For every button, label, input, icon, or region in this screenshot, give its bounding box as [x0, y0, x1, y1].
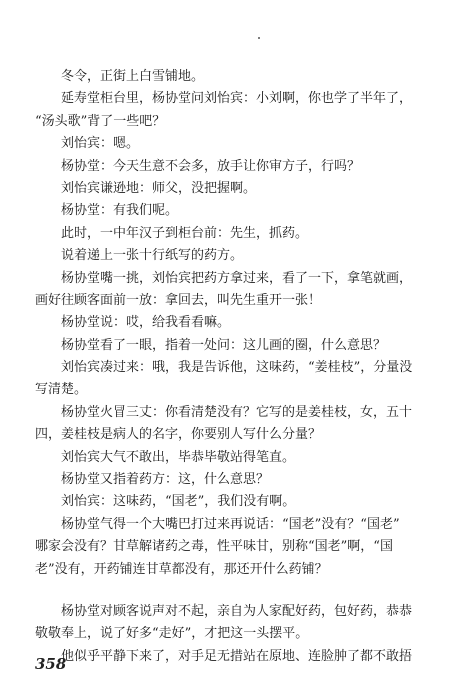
text-line: 杨协堂对顾客说声对不起，亲自为人家配好药，包好药，恭恭 [61, 603, 413, 619]
text-line: 杨协堂：今天生意不会多，放手让你审方子，行吗？ [61, 158, 361, 174]
text-line: 杨协堂又指着药方：这，什么意思？ [61, 472, 270, 488]
text-line: 刘怡宾凑过来：哦，我是告诉他，这味药，“姜桂枝”，分量没 [61, 360, 413, 376]
text-line: 杨协堂看了一眼，指着一处问：这儿画的圈，什么意思？ [61, 337, 387, 353]
text-line: 写清楚。 [35, 382, 88, 398]
text-line: 敬敬奉上，说了好多“走好”，才把这一头摆平。 [35, 626, 309, 642]
text-line: 杨协堂气得一个大嘴巴打过来再说话：“国老”没有？“国老” [61, 516, 400, 532]
text-line: 杨协堂：有我们呢。 [61, 203, 179, 219]
body-text [35, 66, 415, 668]
text-line: 说着递上一张十行纸写的药方。 [61, 248, 244, 264]
text-line: 刘怡宾谦逊地：师父，没把握啊。 [61, 180, 257, 196]
text-line: 杨协堂说：哎，给我看看嘛。 [61, 315, 231, 331]
text-line: 老”没有，开药铺连甘草都没有，那还开什么药铺？ [35, 561, 328, 577]
page-number: 358 [35, 655, 67, 673]
text-line: 哪家会没有？甘草解诸药之毒，性平味甘，别称“国老”啊，“国 [35, 539, 393, 555]
text-line: 刘怡宾：嗯。 [61, 136, 140, 152]
text-line: “汤头歌”背了一些吧？ [35, 113, 166, 129]
text-line: 杨协堂火冒三丈：你看清楚没有？它写的是姜桂枝，女，五十 [61, 404, 413, 420]
text-line: 四，姜桂枝是病人的名字，你要别人写什么分量？ [35, 427, 322, 443]
text-line: 他似乎平静下来了，对手足无措站在原地、连脸肿了都不敢捂 [61, 648, 413, 664]
text-line: 刘怡宾：这味药，“国老”，我们没有啊。 [61, 494, 296, 510]
text-line: 此时，一中年汉子到柜台前：先生，抓药。 [61, 225, 309, 241]
text-line: 杨协堂嘴一挑，刘怡宾把药方拿过来，看了一下，拿笔就画， [61, 270, 413, 286]
text-line: 画好往顾客面前一放：拿回去，叫先生重开一张！ [35, 292, 322, 308]
text-line: 刘怡宾大气不敢出，毕恭毕敬站得笔直。 [61, 449, 296, 465]
section-gap [35, 581, 415, 601]
text-line: 延寿堂柜台里，杨协堂问刘怡宾：小刘啊，你也学了半年了， [61, 91, 413, 107]
text-line: 冬令，正街上白雪铺地。 [61, 69, 205, 84]
speck-mark [258, 37, 260, 39]
